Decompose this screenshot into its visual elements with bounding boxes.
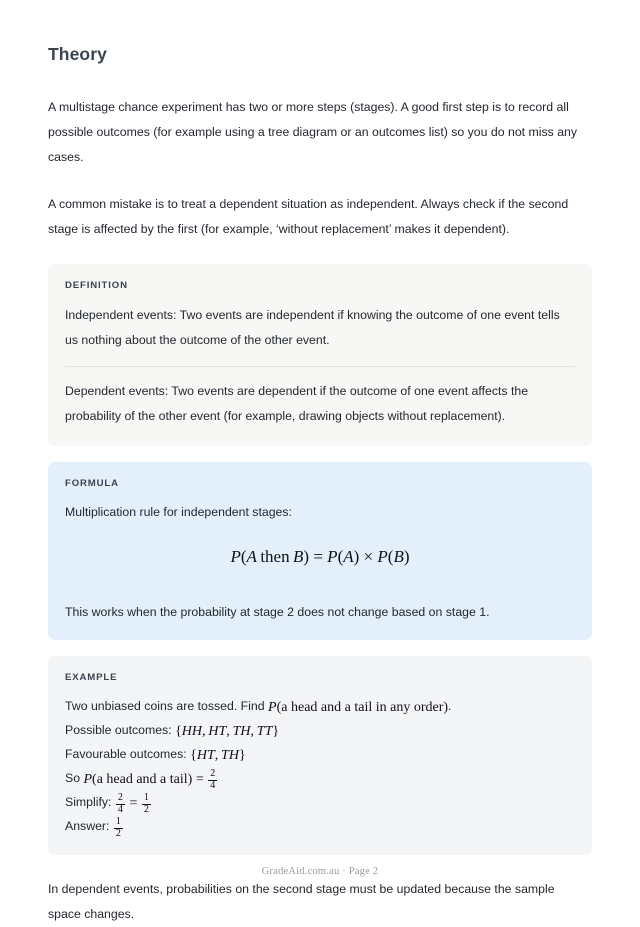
page-footer: GradeAid.com.au · Page 2 <box>261 866 379 877</box>
fraction-denominator: 2 <box>115 827 121 839</box>
example-favourable-prefix: Favourable outcomes: <box>65 747 187 761</box>
formula-display <box>65 529 575 601</box>
fraction-denominator: 2 <box>143 803 149 815</box>
example-simplify-math: $\frac{2}{4}$ = $\frac{1}{2}$ <box>117 792 149 815</box>
closing-paragraph: In dependent events, probabilities on the second stage must be updated because the sample space changes. <box>48 882 555 922</box>
example-possible-math: {HH, HT, TH, TT} <box>175 724 280 739</box>
formula-equals: = <box>313 547 323 566</box>
example-line-simplify <box>65 791 575 814</box>
example-possible-prefix: Possible outcomes: <box>65 723 172 737</box>
fraction-half <box>114 817 123 839</box>
definition-callout <box>48 264 592 446</box>
intro-paragraph-2: A common mistake is to treat a dependent situation as independent. Always check if the second stage is affected by the first (for example, ‘without replacement’ makes it dependent). <box>48 197 569 236</box>
formula-times: × <box>363 547 374 566</box>
example-probability-math: P(a head and a tail) = $\frac{2}{4}$ <box>83 767 216 791</box>
example-line-answer <box>65 815 575 838</box>
intro-paragraph-1: A multistage chance experiment has two or more steps (stages). A good first step is to record all possible outcomes (for example using a tree diagram or an outcomes list) so you do not miss any cases. <box>48 100 578 164</box>
formula-right-arg2: (B) <box>387 547 410 566</box>
definition-divider <box>65 366 575 367</box>
formula-label: FORMULA <box>65 478 119 489</box>
page-title: Theory <box>48 44 107 64</box>
formula-note-text: This works when the probability at stage 2 does not change based on stage 1. <box>65 605 490 619</box>
example-line-possible <box>65 719 575 742</box>
example-line-question <box>65 695 575 718</box>
formula-callout <box>48 462 592 640</box>
example-probability-prefix: So <box>65 771 81 785</box>
fraction-numerator: 1 <box>115 816 121 828</box>
example-callout <box>48 656 592 855</box>
fraction-numerator: 1 <box>143 792 149 804</box>
example-line-probability <box>65 767 575 790</box>
definition-dependent-text: Dependent events: Two events are dependent if the outcome of one event affects the probability of the other event (for example, drawing objects without replacement). <box>65 384 529 423</box>
fraction-denominator: 4 <box>117 803 123 815</box>
fraction-half <box>142 793 151 815</box>
example-favourable-math: {HT, TH} <box>190 748 246 763</box>
fraction-numerator: 2 <box>210 767 216 779</box>
formula-right-p2: P <box>377 547 388 566</box>
formula-left-p: P <box>230 547 241 566</box>
definition-independent-text: Independent events: Two events are independent if knowing the outcome of one event tells us nothing about the outcome of the other event. <box>65 308 560 347</box>
example-question-math: P(a head and a tail in any order) <box>268 700 449 715</box>
fraction-denominator: 4 <box>210 779 216 791</box>
formula-right-p1: P <box>327 547 338 566</box>
fraction-two-quarters <box>208 769 217 791</box>
formula-lead-text: Multiplication rule for independent stages: <box>65 505 292 519</box>
fraction-two-quarters <box>116 793 125 815</box>
example-label: EXAMPLE <box>65 672 118 683</box>
fraction-numerator: 2 <box>117 792 123 804</box>
example-line-favourable <box>65 743 575 766</box>
example-simplify-prefix: Simplify: <box>65 795 112 810</box>
definition-label: DEFINITION <box>65 280 128 291</box>
formula-right-arg1: (A) <box>337 547 360 566</box>
example-answer-math <box>113 816 124 839</box>
multiplication-rule-formula <box>230 547 409 566</box>
example-question-prefix: Two unbiased coins are tossed. Find <box>65 699 265 713</box>
example-answer-prefix: Answer: <box>65 819 110 834</box>
formula-left-args: (A then B) <box>240 547 310 566</box>
example-question-suffix: . <box>448 699 452 713</box>
